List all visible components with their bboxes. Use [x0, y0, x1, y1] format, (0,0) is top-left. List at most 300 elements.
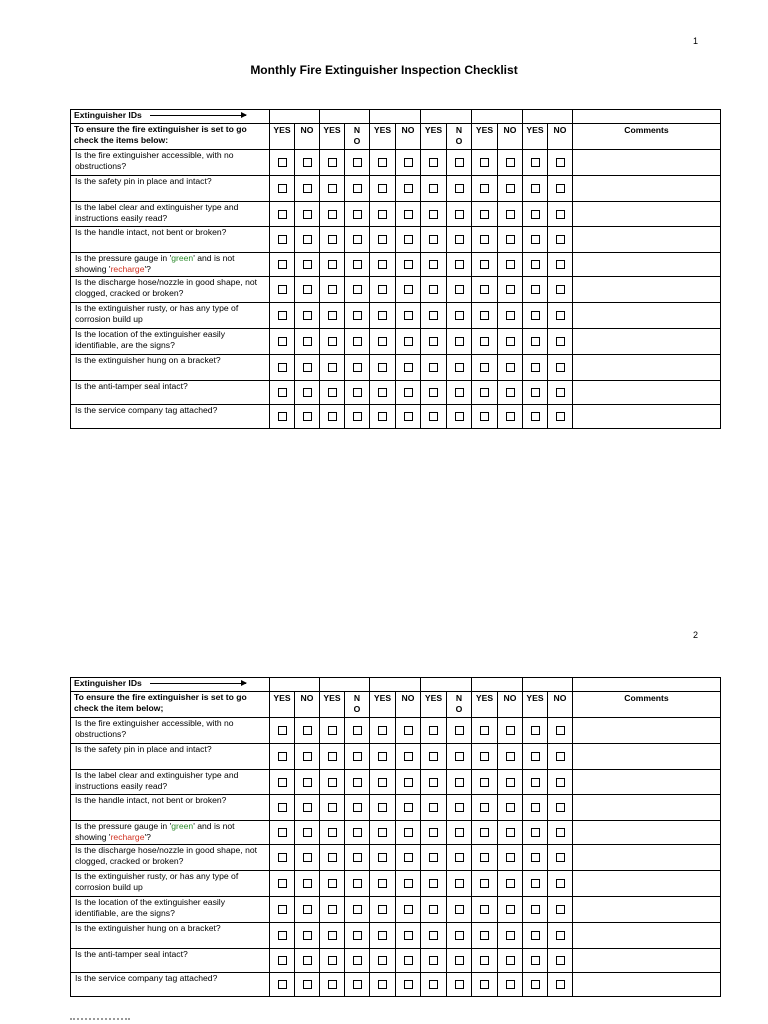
- yes-checkbox[interactable]: [480, 158, 489, 167]
- yes-checkbox[interactable]: [480, 752, 489, 761]
- comment-field[interactable]: [573, 227, 721, 253]
- yes-checkbox[interactable]: [429, 210, 438, 219]
- no-checkbox[interactable]: [303, 158, 312, 167]
- yes-checkbox[interactable]: [480, 235, 489, 244]
- yes-checkbox[interactable]: [278, 363, 287, 372]
- yes-checkbox[interactable]: [378, 210, 387, 219]
- no-checkbox[interactable]: [506, 905, 515, 914]
- no-checkbox[interactable]: [353, 412, 362, 421]
- no-checkbox[interactable]: [506, 778, 515, 787]
- no-checkbox[interactable]: [556, 853, 565, 862]
- yes-checkbox[interactable]: [328, 752, 337, 761]
- yes-checkbox[interactable]: [378, 337, 387, 346]
- yes-checkbox[interactable]: [480, 803, 489, 812]
- yes-checkbox[interactable]: [531, 412, 540, 421]
- no-checkbox[interactable]: [303, 726, 312, 735]
- no-checkbox[interactable]: [556, 311, 565, 320]
- yes-checkbox[interactable]: [480, 260, 489, 269]
- extinguisher-id-field[interactable]: [472, 678, 523, 692]
- yes-checkbox[interactable]: [531, 311, 540, 320]
- no-checkbox[interactable]: [455, 285, 464, 294]
- no-checkbox[interactable]: [556, 184, 565, 193]
- yes-checkbox[interactable]: [278, 752, 287, 761]
- yes-checkbox[interactable]: [278, 184, 287, 193]
- comment-field[interactable]: [573, 381, 721, 405]
- extinguisher-id-field[interactable]: [523, 110, 573, 124]
- yes-checkbox[interactable]: [328, 803, 337, 812]
- no-checkbox[interactable]: [455, 235, 464, 244]
- no-checkbox[interactable]: [455, 337, 464, 346]
- yes-checkbox[interactable]: [480, 980, 489, 989]
- yes-checkbox[interactable]: [429, 803, 438, 812]
- no-checkbox[interactable]: [556, 778, 565, 787]
- comment-field[interactable]: [573, 795, 721, 821]
- no-checkbox[interactable]: [353, 235, 362, 244]
- no-checkbox[interactable]: [404, 956, 413, 965]
- yes-checkbox[interactable]: [531, 285, 540, 294]
- yes-checkbox[interactable]: [328, 778, 337, 787]
- comment-field[interactable]: [573, 897, 721, 923]
- comment-field[interactable]: [573, 845, 721, 871]
- yes-checkbox[interactable]: [278, 210, 287, 219]
- yes-checkbox[interactable]: [278, 311, 287, 320]
- comment-field[interactable]: [573, 821, 721, 845]
- yes-checkbox[interactable]: [378, 363, 387, 372]
- no-checkbox[interactable]: [353, 853, 362, 862]
- no-checkbox[interactable]: [556, 210, 565, 219]
- yes-checkbox[interactable]: [278, 778, 287, 787]
- no-checkbox[interactable]: [556, 158, 565, 167]
- yes-checkbox[interactable]: [429, 905, 438, 914]
- yes-checkbox[interactable]: [378, 158, 387, 167]
- yes-checkbox[interactable]: [531, 778, 540, 787]
- yes-checkbox[interactable]: [378, 311, 387, 320]
- yes-checkbox[interactable]: [531, 905, 540, 914]
- yes-checkbox[interactable]: [480, 184, 489, 193]
- no-checkbox[interactable]: [404, 363, 413, 372]
- yes-checkbox[interactable]: [480, 778, 489, 787]
- comment-field[interactable]: [573, 770, 721, 795]
- no-checkbox-cell: [498, 795, 523, 821]
- no-checkbox[interactable]: [303, 980, 312, 989]
- yes-checkbox[interactable]: [531, 158, 540, 167]
- no-checkbox[interactable]: [455, 828, 464, 837]
- no-checkbox[interactable]: [556, 931, 565, 940]
- no-checkbox[interactable]: [353, 879, 362, 888]
- yes-checkbox[interactable]: [278, 235, 287, 244]
- no-checkbox[interactable]: [455, 931, 464, 940]
- yes-checkbox[interactable]: [480, 879, 489, 888]
- no-checkbox[interactable]: [556, 980, 565, 989]
- no-checkbox[interactable]: [404, 803, 413, 812]
- yes-checkbox[interactable]: [378, 828, 387, 837]
- yes-checkbox[interactable]: [480, 337, 489, 346]
- yes-checkbox[interactable]: [429, 412, 438, 421]
- no-checkbox[interactable]: [506, 412, 515, 421]
- yes-checkbox[interactable]: [480, 210, 489, 219]
- no-checkbox[interactable]: [303, 363, 312, 372]
- yes-checkbox[interactable]: [429, 879, 438, 888]
- no-checkbox[interactable]: [404, 158, 413, 167]
- no-checkbox[interactable]: [303, 337, 312, 346]
- yes-checkbox[interactable]: [328, 285, 337, 294]
- no-checkbox[interactable]: [303, 931, 312, 940]
- no-checkbox[interactable]: [353, 210, 362, 219]
- no-checkbox[interactable]: [556, 388, 565, 397]
- comment-field[interactable]: [573, 405, 721, 429]
- yes-checkbox[interactable]: [278, 853, 287, 862]
- no-checkbox[interactable]: [556, 879, 565, 888]
- yes-checkbox[interactable]: [278, 803, 287, 812]
- no-checkbox[interactable]: [404, 184, 413, 193]
- no-checkbox[interactable]: [404, 412, 413, 421]
- yes-checkbox[interactable]: [378, 778, 387, 787]
- no-checkbox[interactable]: [404, 905, 413, 914]
- comment-field[interactable]: [573, 355, 721, 381]
- no-checkbox[interactable]: [506, 388, 515, 397]
- yes-checkbox[interactable]: [480, 853, 489, 862]
- extinguisher-id-field[interactable]: [472, 110, 523, 124]
- comment-field[interactable]: [573, 277, 721, 303]
- yes-checkbox[interactable]: [531, 363, 540, 372]
- no-checkbox[interactable]: [455, 363, 464, 372]
- extinguisher-id-field[interactable]: [421, 110, 472, 124]
- yes-checkbox[interactable]: [531, 210, 540, 219]
- yes-checkbox[interactable]: [429, 828, 438, 837]
- yes-checkbox[interactable]: [328, 235, 337, 244]
- no-checkbox[interactable]: [455, 778, 464, 787]
- no-checkbox[interactable]: [506, 337, 515, 346]
- no-checkbox[interactable]: [506, 158, 515, 167]
- no-checkbox[interactable]: [506, 726, 515, 735]
- yes-checkbox[interactable]: [429, 726, 438, 735]
- no-checkbox[interactable]: [455, 184, 464, 193]
- no-checkbox[interactable]: [506, 828, 515, 837]
- yes-checkbox[interactable]: [278, 905, 287, 914]
- yes-checkbox[interactable]: [531, 879, 540, 888]
- no-checkbox[interactable]: [303, 388, 312, 397]
- comment-field[interactable]: [573, 949, 721, 973]
- no-checkbox[interactable]: [353, 337, 362, 346]
- no-checkbox[interactable]: [506, 184, 515, 193]
- yes-checkbox[interactable]: [531, 956, 540, 965]
- yes-checkbox[interactable]: [480, 285, 489, 294]
- yes-checkbox[interactable]: [429, 311, 438, 320]
- yes-checkbox[interactable]: [429, 752, 438, 761]
- no-checkbox[interactable]: [556, 337, 565, 346]
- yes-checkbox[interactable]: [378, 235, 387, 244]
- yes-checkbox[interactable]: [378, 412, 387, 421]
- yes-checkbox[interactable]: [328, 726, 337, 735]
- no-checkbox[interactable]: [506, 803, 515, 812]
- no-checkbox[interactable]: [353, 931, 362, 940]
- no-checkbox[interactable]: [404, 853, 413, 862]
- no-checkbox[interactable]: [353, 828, 362, 837]
- yes-checkbox[interactable]: [328, 337, 337, 346]
- extinguisher-id-field[interactable]: [270, 678, 320, 692]
- yes-checkbox[interactable]: [328, 879, 337, 888]
- yes-checkbox[interactable]: [278, 931, 287, 940]
- yes-checkbox[interactable]: [480, 388, 489, 397]
- no-checkbox[interactable]: [455, 905, 464, 914]
- no-checkbox[interactable]: [455, 388, 464, 397]
- yes-checkbox[interactable]: [328, 311, 337, 320]
- comment-field[interactable]: [573, 202, 721, 227]
- extinguisher-id-field[interactable]: [320, 110, 370, 124]
- yes-checkbox[interactable]: [480, 311, 489, 320]
- no-checkbox[interactable]: [556, 726, 565, 735]
- no-checkbox[interactable]: [303, 803, 312, 812]
- no-checkbox[interactable]: [404, 311, 413, 320]
- no-checkbox[interactable]: [506, 210, 515, 219]
- comment-field[interactable]: [573, 744, 721, 770]
- yes-checkbox[interactable]: [429, 363, 438, 372]
- yes-checkbox[interactable]: [328, 828, 337, 837]
- no-checkbox[interactable]: [353, 388, 362, 397]
- no-checkbox[interactable]: [404, 726, 413, 735]
- no-checkbox[interactable]: [303, 879, 312, 888]
- comment-field[interactable]: [573, 329, 721, 355]
- no-checkbox[interactable]: [556, 828, 565, 837]
- yes-checkbox[interactable]: [378, 931, 387, 940]
- no-checkbox[interactable]: [455, 879, 464, 888]
- no-checkbox[interactable]: [353, 311, 362, 320]
- yes-checkbox[interactable]: [328, 260, 337, 269]
- no-checkbox[interactable]: [455, 260, 464, 269]
- no-checkbox[interactable]: [455, 158, 464, 167]
- no-checkbox[interactable]: [353, 184, 362, 193]
- no-checkbox[interactable]: [303, 235, 312, 244]
- yes-checkbox[interactable]: [378, 803, 387, 812]
- no-checkbox[interactable]: [404, 210, 413, 219]
- yes-checkbox[interactable]: [480, 956, 489, 965]
- no-checkbox[interactable]: [455, 311, 464, 320]
- yes-checkbox[interactable]: [378, 388, 387, 397]
- yes-checkbox[interactable]: [480, 905, 489, 914]
- no-checkbox[interactable]: [404, 337, 413, 346]
- no-checkbox[interactable]: [353, 260, 362, 269]
- no-checkbox[interactable]: [455, 956, 464, 965]
- yes-checkbox[interactable]: [328, 210, 337, 219]
- yes-checkbox[interactable]: [278, 956, 287, 965]
- no-checkbox[interactable]: [303, 853, 312, 862]
- yes-checkbox[interactable]: [278, 828, 287, 837]
- extinguisher-id-field[interactable]: [320, 678, 370, 692]
- no-checkbox[interactable]: [506, 285, 515, 294]
- no-checkbox[interactable]: [404, 879, 413, 888]
- yes-checkbox[interactable]: [531, 931, 540, 940]
- yes-checkbox[interactable]: [531, 803, 540, 812]
- yes-checkbox[interactable]: [429, 853, 438, 862]
- no-checkbox[interactable]: [353, 905, 362, 914]
- yes-checkbox[interactable]: [531, 337, 540, 346]
- no-checkbox[interactable]: [556, 956, 565, 965]
- no-checkbox[interactable]: [404, 235, 413, 244]
- yes-checkbox[interactable]: [531, 980, 540, 989]
- yes-checkbox[interactable]: [531, 726, 540, 735]
- no-checkbox[interactable]: [506, 853, 515, 862]
- no-checkbox[interactable]: [303, 956, 312, 965]
- yes-checkbox[interactable]: [278, 388, 287, 397]
- no-checkbox[interactable]: [404, 828, 413, 837]
- yes-checkbox[interactable]: [531, 388, 540, 397]
- yes-checkbox[interactable]: [480, 363, 489, 372]
- no-checkbox[interactable]: [455, 853, 464, 862]
- yes-checkbox[interactable]: [429, 388, 438, 397]
- comment-field[interactable]: [573, 973, 721, 997]
- no-checkbox[interactable]: [353, 285, 362, 294]
- yes-checkbox[interactable]: [480, 412, 489, 421]
- yes-checkbox[interactable]: [378, 260, 387, 269]
- no-checkbox[interactable]: [556, 260, 565, 269]
- yes-checkbox[interactable]: [480, 931, 489, 940]
- extinguisher-id-field[interactable]: [421, 678, 472, 692]
- yes-checkbox[interactable]: [531, 752, 540, 761]
- extinguisher-id-field[interactable]: [370, 678, 421, 692]
- yes-checkbox[interactable]: [278, 158, 287, 167]
- yes-checkbox[interactable]: [429, 235, 438, 244]
- yes-checkbox[interactable]: [378, 879, 387, 888]
- yes-checkbox[interactable]: [429, 184, 438, 193]
- no-checkbox[interactable]: [455, 803, 464, 812]
- no-checkbox[interactable]: [404, 752, 413, 761]
- yes-checkbox[interactable]: [328, 980, 337, 989]
- no-checkbox[interactable]: [303, 260, 312, 269]
- no-checkbox[interactable]: [404, 931, 413, 940]
- no-checkbox[interactable]: [455, 726, 464, 735]
- extinguisher-id-field[interactable]: [270, 110, 320, 124]
- no-checkbox[interactable]: [506, 931, 515, 940]
- yes-checkbox[interactable]: [278, 412, 287, 421]
- yes-checkbox[interactable]: [429, 956, 438, 965]
- no-checkbox[interactable]: [506, 235, 515, 244]
- no-checkbox[interactable]: [556, 285, 565, 294]
- yes-checkbox[interactable]: [328, 931, 337, 940]
- no-checkbox[interactable]: [404, 778, 413, 787]
- yes-checkbox[interactable]: [378, 905, 387, 914]
- no-checkbox[interactable]: [556, 363, 565, 372]
- comment-field[interactable]: [573, 176, 721, 202]
- yes-checkbox[interactable]: [328, 956, 337, 965]
- yes-checkbox[interactable]: [328, 905, 337, 914]
- yes-checkbox[interactable]: [480, 828, 489, 837]
- yes-checkbox[interactable]: [278, 285, 287, 294]
- extinguisher-id-field[interactable]: [370, 110, 421, 124]
- yes-checkbox[interactable]: [531, 260, 540, 269]
- no-checkbox[interactable]: [303, 412, 312, 421]
- yes-checkbox[interactable]: [429, 158, 438, 167]
- no-checkbox[interactable]: [353, 726, 362, 735]
- no-checkbox[interactable]: [404, 980, 413, 989]
- no-checkbox[interactable]: [353, 956, 362, 965]
- comment-field[interactable]: [573, 253, 721, 277]
- no-checkbox[interactable]: [303, 828, 312, 837]
- no-checkbox[interactable]: [353, 752, 362, 761]
- yes-checkbox[interactable]: [378, 752, 387, 761]
- yes-checkbox[interactable]: [278, 337, 287, 346]
- no-checkbox[interactable]: [455, 980, 464, 989]
- yes-checkbox[interactable]: [378, 853, 387, 862]
- yes-checkbox[interactable]: [429, 337, 438, 346]
- yes-checkbox[interactable]: [378, 184, 387, 193]
- no-checkbox[interactable]: [353, 980, 362, 989]
- yes-checkbox[interactable]: [378, 956, 387, 965]
- yes-checkbox[interactable]: [531, 853, 540, 862]
- no-checkbox[interactable]: [556, 412, 565, 421]
- yes-checkbox[interactable]: [429, 931, 438, 940]
- no-checkbox[interactable]: [353, 363, 362, 372]
- no-checkbox[interactable]: [506, 260, 515, 269]
- no-checkbox[interactable]: [506, 980, 515, 989]
- yes-checkbox[interactable]: [429, 285, 438, 294]
- comment-field[interactable]: [573, 150, 721, 176]
- yes-checkbox[interactable]: [429, 778, 438, 787]
- no-checkbox[interactable]: [303, 905, 312, 914]
- no-checkbox[interactable]: [353, 158, 362, 167]
- yes-checkbox[interactable]: [531, 235, 540, 244]
- no-checkbox-cell: [447, 381, 472, 405]
- no-checkbox[interactable]: [506, 752, 515, 761]
- yes-checkbox[interactable]: [378, 726, 387, 735]
- yes-checkbox[interactable]: [480, 726, 489, 735]
- yes-checkbox[interactable]: [328, 388, 337, 397]
- yes-checkbox[interactable]: [531, 184, 540, 193]
- yes-checkbox[interactable]: [378, 285, 387, 294]
- no-checkbox[interactable]: [506, 311, 515, 320]
- no-checkbox[interactable]: [556, 803, 565, 812]
- comment-field[interactable]: [573, 718, 721, 744]
- comment-field[interactable]: [573, 871, 721, 897]
- yes-checkbox[interactable]: [429, 260, 438, 269]
- no-checkbox[interactable]: [556, 752, 565, 761]
- yes-checkbox[interactable]: [278, 726, 287, 735]
- yes-checkbox[interactable]: [328, 184, 337, 193]
- yes-checkbox[interactable]: [429, 980, 438, 989]
- no-checkbox[interactable]: [303, 311, 312, 320]
- no-checkbox[interactable]: [404, 285, 413, 294]
- no-checkbox[interactable]: [506, 363, 515, 372]
- no-checkbox[interactable]: [303, 285, 312, 294]
- no-checkbox[interactable]: [455, 752, 464, 761]
- yes-checkbox[interactable]: [278, 260, 287, 269]
- no-checkbox[interactable]: [556, 235, 565, 244]
- no-checkbox[interactable]: [353, 778, 362, 787]
- yes-checkbox[interactable]: [328, 853, 337, 862]
- yes-checkbox[interactable]: [328, 412, 337, 421]
- no-checkbox[interactable]: [303, 752, 312, 761]
- comment-field[interactable]: [573, 923, 721, 949]
- no-checkbox[interactable]: [404, 260, 413, 269]
- no-checkbox[interactable]: [353, 803, 362, 812]
- comment-field[interactable]: [573, 303, 721, 329]
- no-checkbox[interactable]: [506, 879, 515, 888]
- yes-checkbox[interactable]: [328, 158, 337, 167]
- yes-checkbox[interactable]: [278, 980, 287, 989]
- no-checkbox[interactable]: [455, 210, 464, 219]
- no-checkbox[interactable]: [303, 184, 312, 193]
- no-checkbox[interactable]: [556, 905, 565, 914]
- yes-checkbox[interactable]: [278, 879, 287, 888]
- yes-checkbox[interactable]: [531, 828, 540, 837]
- no-checkbox[interactable]: [303, 778, 312, 787]
- no-checkbox[interactable]: [404, 388, 413, 397]
- yes-checkbox[interactable]: [378, 980, 387, 989]
- yes-checkbox[interactable]: [328, 363, 337, 372]
- extinguisher-id-field[interactable]: [523, 678, 573, 692]
- no-checkbox[interactable]: [303, 210, 312, 219]
- no-checkbox[interactable]: [506, 956, 515, 965]
- no-checkbox[interactable]: [455, 412, 464, 421]
